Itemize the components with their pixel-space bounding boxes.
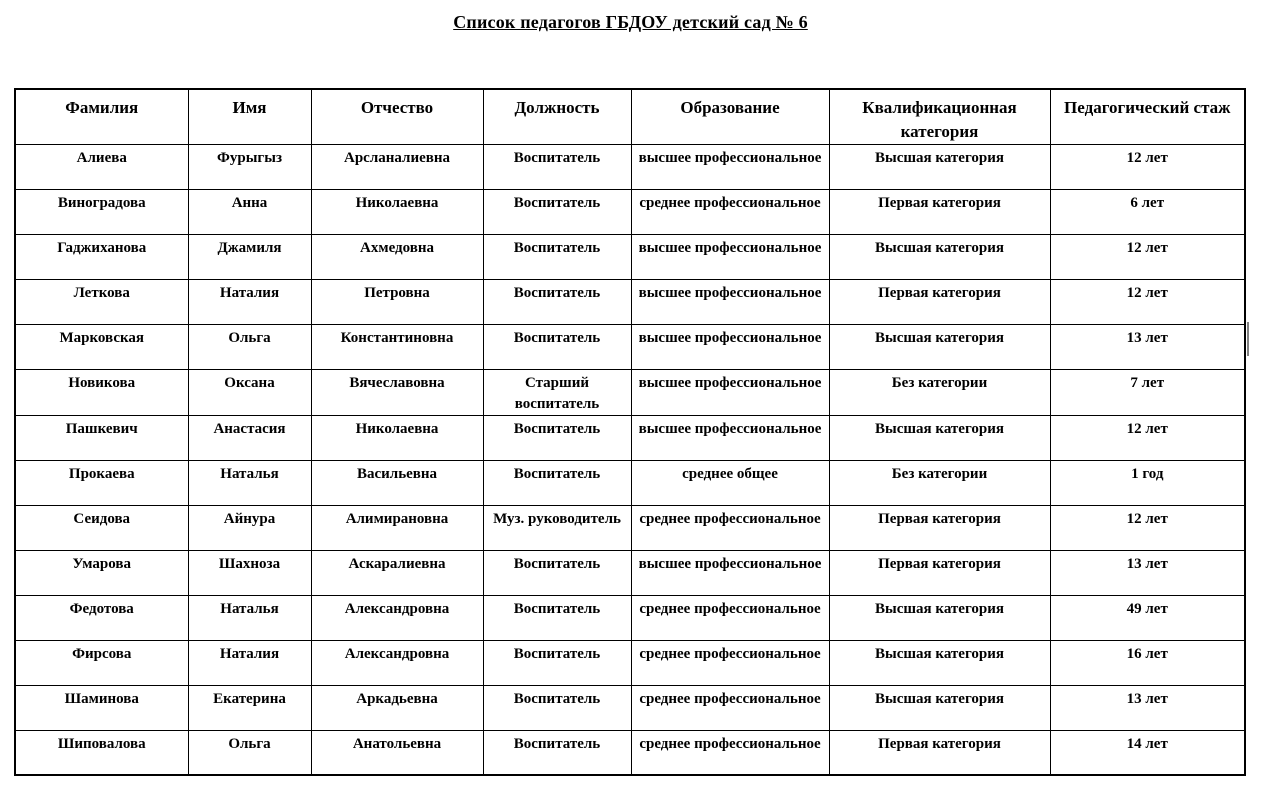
table-cell: высшее профессиональное <box>631 234 829 279</box>
table-cell: Первая категория <box>829 279 1050 324</box>
table-cell: Высшая категория <box>829 144 1050 189</box>
column-header: Имя <box>188 89 311 144</box>
table-cell: 12 лет <box>1050 279 1245 324</box>
table-cell: высшее профессиональное <box>631 279 829 324</box>
table-cell: Фирсова <box>15 640 188 685</box>
table-cell: 49 лет <box>1050 595 1245 640</box>
table-body <box>15 144 1245 775</box>
table-row <box>15 640 1245 685</box>
table-cell: Марковская <box>15 324 188 369</box>
table-cell: высшее профессиональное <box>631 144 829 189</box>
table-row <box>15 415 1245 460</box>
table-cell: среднее профессиональное <box>631 189 829 234</box>
table-cell: Пашкевич <box>15 415 188 460</box>
table-cell: Первая категория <box>829 550 1050 595</box>
table-cell: 12 лет <box>1050 505 1245 550</box>
column-header: Педагогический стаж <box>1050 89 1245 144</box>
table-cell: Воспитатель <box>483 234 631 279</box>
table-cell: Воспитатель <box>483 144 631 189</box>
table-row <box>15 550 1245 595</box>
column-header: Должность <box>483 89 631 144</box>
table-cell: Первая категория <box>829 505 1050 550</box>
table-cell: 7 лет <box>1050 369 1245 415</box>
table-cell: Умарова <box>15 550 188 595</box>
column-header: Отчество <box>311 89 483 144</box>
table-cell: среднее профессиональное <box>631 505 829 550</box>
table-cell: высшее профессиональное <box>631 415 829 460</box>
table-cell: 1 год <box>1050 460 1245 505</box>
column-header: Образование <box>631 89 829 144</box>
table-cell: среднее профессиональное <box>631 730 829 775</box>
table-cell: Ахмедовна <box>311 234 483 279</box>
table-cell: Высшая категория <box>829 324 1050 369</box>
table-cell: Первая категория <box>829 730 1050 775</box>
table-cell: Аркадьевна <box>311 685 483 730</box>
table-cell: Шиповалова <box>15 730 188 775</box>
table-cell: Первая категория <box>829 189 1050 234</box>
table-cell: среднее профессиональное <box>631 595 829 640</box>
table-cell: Наталья <box>188 460 311 505</box>
table-cell: Шаминова <box>15 685 188 730</box>
table-cell: высшее профессиональное <box>631 369 829 415</box>
table-cell: Александровна <box>311 640 483 685</box>
table-cell: Васильевна <box>311 460 483 505</box>
table-cell: среднее профессиональное <box>631 685 829 730</box>
table-cell: 12 лет <box>1050 144 1245 189</box>
table-cell: Анастасия <box>188 415 311 460</box>
table-cell: Екатерина <box>188 685 311 730</box>
table-cell: 12 лет <box>1050 234 1245 279</box>
table-cell: Шахноза <box>188 550 311 595</box>
table-cell: Петровна <box>311 279 483 324</box>
table-row <box>15 595 1245 640</box>
table-cell: 6 лет <box>1050 189 1245 234</box>
table-row <box>15 730 1245 775</box>
table-cell: высшее профессиональное <box>631 550 829 595</box>
table-cell: Федотова <box>15 595 188 640</box>
table-cell: Высшая категория <box>829 415 1050 460</box>
table-row <box>15 505 1245 550</box>
scrollbar-fragment <box>1247 322 1249 356</box>
table-cell: 16 лет <box>1050 640 1245 685</box>
header-row <box>15 89 1245 144</box>
table-cell: Муз. руководитель <box>483 505 631 550</box>
table-row <box>15 460 1245 505</box>
table-cell: 12 лет <box>1050 415 1245 460</box>
table-cell: Высшая категория <box>829 685 1050 730</box>
table-cell: Анна <box>188 189 311 234</box>
table-row <box>15 369 1245 415</box>
table-cell: Оксана <box>188 369 311 415</box>
table-cell: Анатольевна <box>311 730 483 775</box>
table-cell: Сеидова <box>15 505 188 550</box>
table-cell: Александровна <box>311 595 483 640</box>
table-cell: Воспитатель <box>483 730 631 775</box>
table-cell: 13 лет <box>1050 550 1245 595</box>
table-cell: Ольга <box>188 324 311 369</box>
table-cell: Воспитатель <box>483 415 631 460</box>
table-cell: Воспитатель <box>483 685 631 730</box>
table-cell: Джамиля <box>188 234 311 279</box>
table-cell: Константиновна <box>311 324 483 369</box>
table-cell: Без категории <box>829 460 1050 505</box>
table-cell: Леткова <box>15 279 188 324</box>
table-cell: Воспитатель <box>483 550 631 595</box>
table-cell: Воспитатель <box>483 640 631 685</box>
table-cell: Вячеславовна <box>311 369 483 415</box>
table-row <box>15 144 1245 189</box>
table-cell: Наталия <box>188 640 311 685</box>
table-cell: Аскаралиевна <box>311 550 483 595</box>
table-row <box>15 685 1245 730</box>
table-cell: Высшая категория <box>829 640 1050 685</box>
table-cell: Старший воспитатель <box>483 369 631 415</box>
table-cell: Виноградова <box>15 189 188 234</box>
table-row <box>15 279 1245 324</box>
table-cell: Новикова <box>15 369 188 415</box>
table-cell: Без категории <box>829 369 1050 415</box>
table-cell: Алимирановна <box>311 505 483 550</box>
column-header: Квалификационная категория <box>829 89 1050 144</box>
table-cell: 13 лет <box>1050 324 1245 369</box>
column-header: Фамилия <box>15 89 188 144</box>
page-title: Список педагогов ГБДОУ детский сад № 6 <box>453 12 808 32</box>
table-cell: Николаевна <box>311 415 483 460</box>
table-cell: среднее профессиональное <box>631 640 829 685</box>
table-cell: Гаджиханова <box>15 234 188 279</box>
table-cell: 13 лет <box>1050 685 1245 730</box>
table-cell: Воспитатель <box>483 189 631 234</box>
table-cell: Айнура <box>188 505 311 550</box>
table-cell: Высшая категория <box>829 595 1050 640</box>
table-cell: Прокаева <box>15 460 188 505</box>
table-cell: Воспитатель <box>483 324 631 369</box>
table-cell: Алиева <box>15 144 188 189</box>
table-cell: Ольга <box>188 730 311 775</box>
table-cell: Высшая категория <box>829 234 1050 279</box>
table-cell: высшее профессиональное <box>631 324 829 369</box>
table-cell: 14 лет <box>1050 730 1245 775</box>
table-row <box>15 324 1245 369</box>
table-cell: Воспитатель <box>483 279 631 324</box>
table-row <box>15 189 1245 234</box>
teachers-table <box>14 88 1246 776</box>
table-cell: Воспитатель <box>483 460 631 505</box>
table-cell: Фурыгыз <box>188 144 311 189</box>
table-cell: Наталья <box>188 595 311 640</box>
table-cell: Наталия <box>188 279 311 324</box>
table-row <box>15 234 1245 279</box>
table-cell: Арсланалиевна <box>311 144 483 189</box>
table-cell: Николаевна <box>311 189 483 234</box>
table-cell: Воспитатель <box>483 595 631 640</box>
table-cell: среднее общее <box>631 460 829 505</box>
